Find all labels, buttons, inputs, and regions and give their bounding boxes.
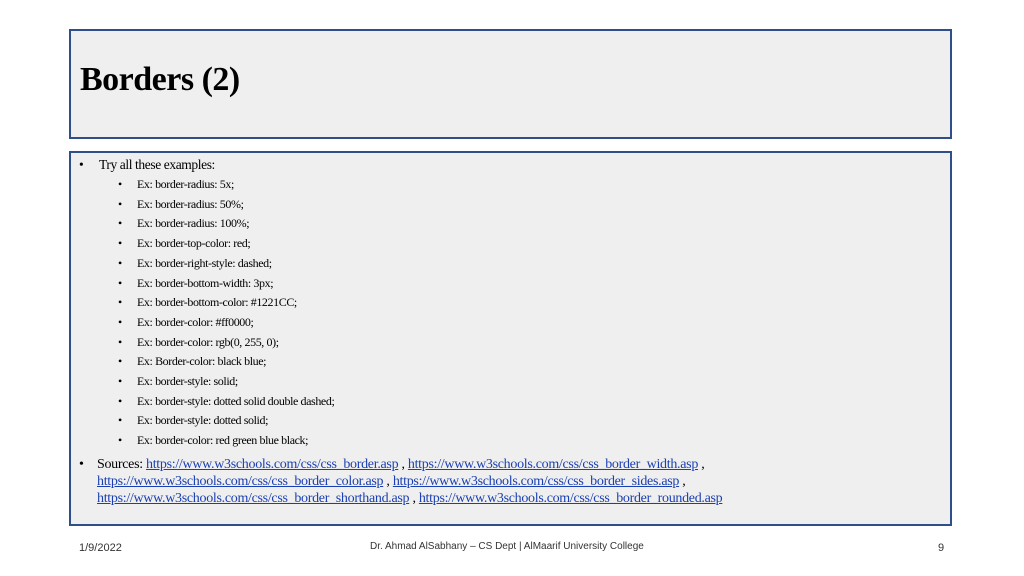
example-text: Ex: border-radius: 5x; [137,177,234,191]
bullet-icon: • [118,374,122,388]
example-item [118,177,234,192]
bullet-icon: • [118,354,122,369]
example-text: Ex: border-bottom-width: 3px; [137,275,274,290]
example-item [118,413,269,428]
example-text: Ex: border-style: dotted solid double dashed; [137,393,335,408]
bullet-icon: • [118,393,122,408]
example-text: Ex: border-radius: 100%; [137,216,250,231]
example-text: Ex: Border-color: black blue; [137,354,267,369]
bullet-icon: • [118,196,122,211]
bullet-icon: • [118,236,122,251]
example-text: Ex: border-bottom-color: #1221CC; [137,295,297,310]
sources-item: • Sources: https://www.w3schools.com/css/css_border.asp , https://www.w3schools.com/css/css_border_width.asp , https://www.w3schools.com/css/css_border_color.asp , https://www.w3schools.com/css/css_border_sides.asp , https://www.w3schools.com/css/css_border_shorthand.asp , https://www.w3schools.com/css/css_border_rounded.asp [79,457,723,506]
example-item [118,255,272,271]
example-item [118,374,238,389]
footer-page-number: 9 [938,542,945,554]
intro-item [79,157,215,173]
source-link[interactable]: https://www.w3schools.com/css/css_border_width.asp [407,457,699,472]
example-item [118,196,244,212]
example-text: Ex: border-right-style: dashed; [137,255,272,270]
example-text: Ex: border-style: solid; [137,374,238,388]
example-item [118,393,335,409]
source-link[interactable]: https://www.w3schools.com/css/css_border_rounded.asp [418,491,723,506]
bullet-icon: • [118,314,122,329]
bullet-icon: • [118,275,122,290]
bullet-icon: • [118,177,122,191]
sources-label: Sources: [97,457,147,472]
example-text: Ex: border-color: rgb(0, 255, 0); [137,334,279,349]
example-item [118,314,254,330]
source-link[interactable]: https://www.w3schools.com/css/css_border_color.asp [97,474,384,489]
bullet-icon: • [79,157,84,172]
example-text: Ex: border-style: dotted solid; [137,413,269,428]
example-text: Ex: border-color: #ff0000; [137,314,254,329]
example-item [118,334,279,350]
example-text: Ex: border-top-color: red; [137,236,251,251]
bullet-icon: • [118,255,122,270]
title-panel [69,29,952,139]
source-link[interactable]: https://www.w3schools.com/css/css_border_sides.asp [392,474,680,489]
bullet-icon: • [118,413,122,428]
source-link[interactable]: https://www.w3schools.com/css/css_border_shorthand.asp [97,491,410,506]
footer-author: Dr. Ahmad AlSabhany – CS Dept | AlMaarif University College [370,541,644,552]
bullet-icon: • [118,433,122,448]
example-item [118,275,274,291]
bullet-icon: • [79,457,84,472]
source-link[interactable]: https://www.w3schools.com/css/css_border.asp [146,457,399,472]
example-item [118,354,267,369]
content-panel [69,151,952,526]
footer-date: 1/9/2022 [79,542,122,554]
intro-text: Try all these examples: [99,157,215,172]
example-item [118,236,251,251]
bullet-icon: • [118,216,122,231]
slide-title: Borders (2) [80,61,240,98]
example-item [118,433,309,448]
example-item [118,216,250,231]
example-item [118,295,297,310]
bullet-icon: • [118,295,122,310]
example-text: Ex: border-radius: 50%; [137,196,244,211]
bullet-icon: • [118,334,122,349]
example-text: Ex: border-color: red green blue black; [137,433,309,448]
